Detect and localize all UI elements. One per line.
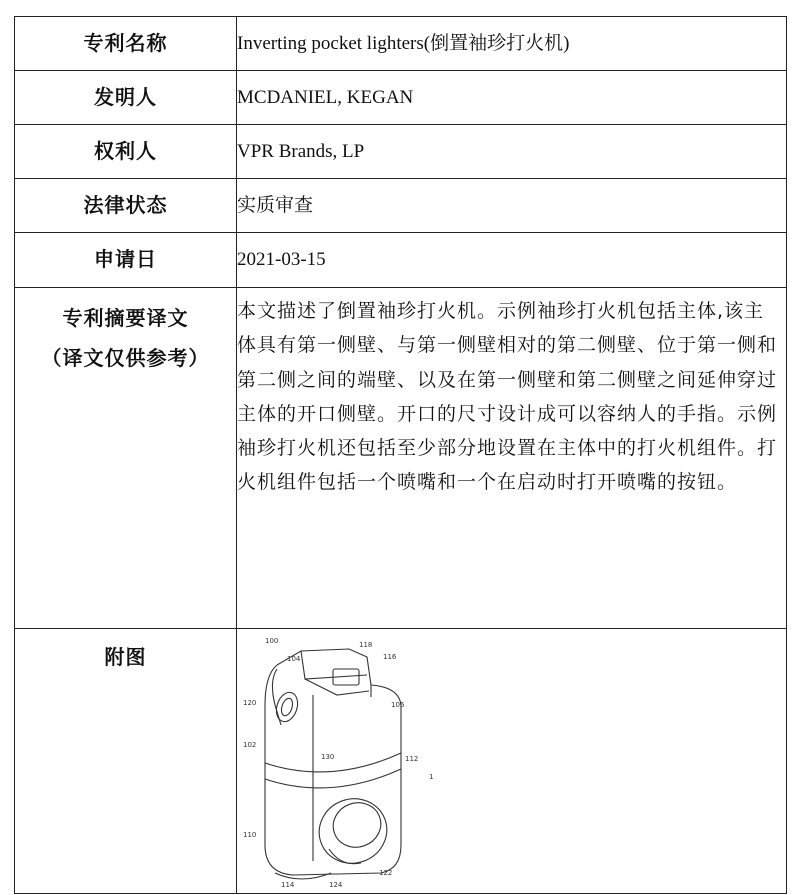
row-title: [15, 17, 787, 71]
value-cell: [237, 233, 787, 288]
patent-figure: [237, 629, 786, 893]
label-cell: [15, 233, 237, 288]
value-cell: [237, 17, 787, 71]
inventor-value: MCDANIEL, KEGAN: [237, 87, 414, 108]
callout-100: 100: [265, 637, 279, 645]
abstract-label: 专利摘要译文: [62, 306, 189, 330]
callout-114: 114: [281, 881, 295, 887]
callout-118: 118: [359, 641, 373, 649]
filing-date-label: 申请日: [94, 247, 157, 271]
row-filing-date: [15, 233, 787, 288]
row-abstract: [15, 288, 787, 629]
callout-106: 106: [391, 701, 405, 709]
label-cell: [15, 125, 237, 179]
callout-124: 124: [329, 881, 343, 887]
legal-status-label: 法律状态: [83, 193, 168, 217]
row-assignee: [15, 125, 787, 179]
filing-date-value: 2021-03-15: [237, 249, 326, 270]
title-label: 专利名称: [83, 31, 168, 55]
value-cell: [237, 125, 787, 179]
value-cell: [237, 288, 787, 629]
value-cell: [237, 629, 787, 894]
patent-info-table: [14, 16, 787, 894]
callout-130: 130: [321, 753, 335, 761]
callout-116: 116: [383, 653, 397, 661]
row-figure: [15, 629, 787, 894]
assignee-label: 权利人: [94, 139, 157, 163]
abstract-text: 本文描述了倒置袖珍打火机。示例袖珍打火机包括主体,该主体具有第一侧壁、与第一侧壁相对的第二侧壁、位于第一侧和第二侧之间的端壁、以及在第一侧壁和第二侧壁之间延伸穿过主体的开口侧壁。开口的尺寸设计成可以容纳人的手指。示例袖珍打火机还包括至少部分地设置在主体中的打火机组件。打火机组件包括一个喷嘴和一个在启动时打开喷嘴的按钮。: [237, 300, 778, 494]
callout-112: 112: [405, 755, 419, 763]
figure-label: 附图: [104, 645, 147, 669]
callout-1: 1: [429, 773, 434, 781]
callout-120: 120: [243, 699, 257, 707]
assignee-value: VPR Brands, LP: [237, 141, 365, 162]
inventor-label: 发明人: [94, 85, 157, 109]
lighter-drawing: [241, 635, 441, 887]
value-cell: [237, 71, 787, 125]
callout-122: 122: [379, 869, 393, 877]
label-cell: [15, 288, 237, 629]
label-cell: [15, 629, 237, 894]
label-cell: [15, 71, 237, 125]
callout-110: 110: [243, 831, 257, 839]
title-value: Inverting pocket lighters(倒置袖珍打火机): [237, 33, 570, 54]
row-inventor: [15, 71, 787, 125]
callout-104: 104: [287, 655, 301, 663]
value-cell: [237, 179, 787, 233]
abstract-label-note: （译文仅供参考）: [41, 346, 210, 370]
label-cell: [15, 17, 237, 71]
row-legal-status: [15, 179, 787, 233]
legal-status-value: 实质审查: [237, 195, 314, 216]
label-cell: [15, 179, 237, 233]
callout-102: 102: [243, 741, 257, 749]
